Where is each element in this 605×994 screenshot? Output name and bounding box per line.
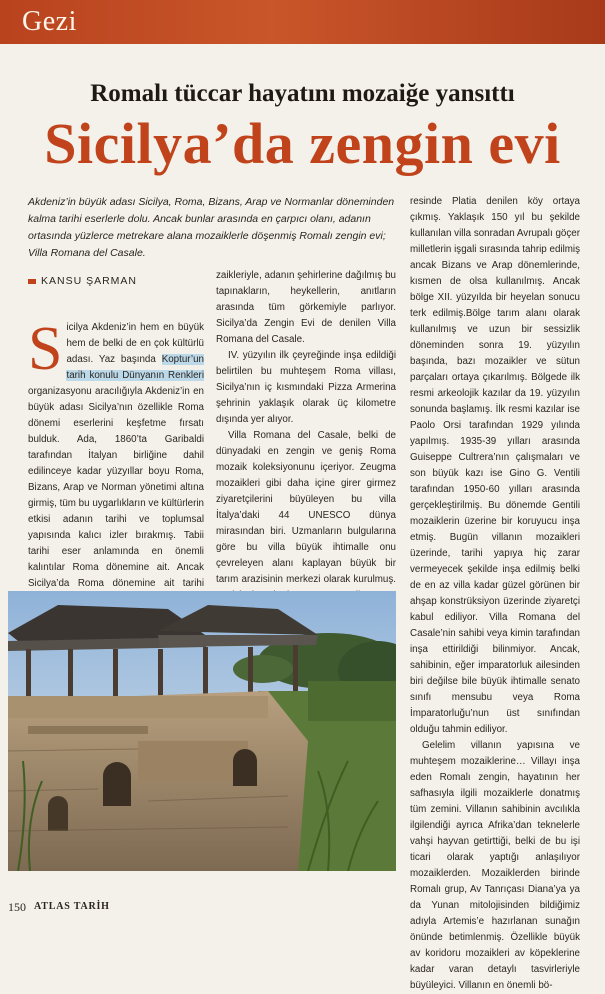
col3-paragraph-2: Gelelim villanın yapısına ve muhteşem mozaiklerine… Villayı inşa eden Romalı zengin, hayatının her safhasıyla ilgili mozaiklerle donatmış tüm zemini. Villanın sahibinin avcılıkla ilgilendiği ayrıca Afrika’dan teknelerle vahşi hayvan getirttiği, belki de bu işi ticari olarak yaptığı anlaşılıyor mozaiklerden. Mozaiklerden birinde Romalı grup, Av Tanrıçası Diana’ya ya da Yunan mitolojisinden bildiğimiz adıyla Artemis’e hazırlanan sunağın önünde betimlenmiş. Özellikle büyük av koridoru mozaikleri av köpeklerine kadar varan detaylı tasvirleriyle büyüleyici. Villanın en önemli bö- <box>410 740 580 991</box>
col1-text-b: organizasyonu aracılığıyla Akdeniz’in en büyük adası Sicilya’nın özellikle Roma dönemi eserlerini keşfetme fırsatı bulduk. Ada, 1860’ta Garibaldi tarafından İtalyan birliğine dahil edilinceye kadar yüzyıllar boyu Roma, Bizans, Arap ve Norman yönetimi altına girmiş, tüm bu uygarlıkların ve kültürlerin etkisi adanın tarihi ve toplumsal yapısında kalıcı izler bırakmış. Tabii tarihi eser anlamında en önemli kalıntılar Roma dönemine ait. Ancak Sicilya’da Roma dönemine ait tarihi <box>28 386 204 589</box>
col2-paragraph-2: IV. yüzyılın ilk çeyreğinde inşa edildiği belirtilen bu muhteşem Roma villası, Sicilya’nın iç kısmındaki Pizza Armerina şehrinin yaklaşık olarak üç kilometre dışında yer alıyor. <box>216 350 396 425</box>
page-number: 150 <box>8 900 26 914</box>
body-column-2 <box>216 268 396 620</box>
article-lede: Akdeniz’in büyük adası Sicilya, Roma, Bizans, Arap ve Normanlar döneminden kalma tarihi eserlerle dolu. Ancak bunlar arasında en çarpıcı olanı, adanın ortasında yüzlerce metrekare alana mozaiklerle döşenmiş Romalı zengin evi; Villa Romana del Casale. <box>28 196 395 259</box>
villa-ruins-photo <box>8 591 396 871</box>
author-byline <box>28 275 137 287</box>
body-column-3 <box>410 194 580 994</box>
author-name: KANSU ŞARMAN <box>41 275 138 287</box>
magazine-name: ATLAS TARİH <box>34 901 110 912</box>
author-bullet-icon <box>28 279 36 284</box>
body-column-1 <box>28 315 204 608</box>
col2-paragraph-3: Villa Romana del Casale, belki de dünyadaki en zengin ve geniş Roma mozaik koleksiyonunu içeriyor. Zeugma mozaikleri gibi daha içine girer girmez ziyaretçilerini büyüleyen bu villa İtalya’daki 44 UNESCO dünya mirasından biri. Uzmanların bulgularına göre bu villa büyük ihtimalle onu çevreleyen alanı kaplayan büyük bir tarım arazisinin merkezi olarak kurulmuş. <box>216 430 396 585</box>
article-subtitle: Romalı tüccar hayatını mozaiğe yansıttı <box>90 80 515 107</box>
section-label: Gezi <box>22 6 77 37</box>
col1-paragraph <box>28 315 204 608</box>
highlighted-text: Koptur’un tarih konulu Dünyanın Renkleri <box>66 354 204 381</box>
article-headline: Sicilya’da zengin evi <box>44 111 561 176</box>
section-header-bar <box>0 0 605 44</box>
col3-paragraph-1: resinde Platia denilen köy ortaya çıkmış. Yaklaşık 150 yıl bu şekilde kullanılan villa sonradan Avrupalı göçer milletlerin işgali sırasında tahrip edilmiş ancak Bizans ve Arap dönemlerinde, kısmen de olsa kullanılmış. Ancak bölge XII. yüzyılda bir heyelan sonucu terk edilmiş.Bölge tarım alanı olarak kullanılmış ve uzun bir sessizlik döneminden sonra 19. yüzyılın başında, bazı mozaikler ve sütun parçaları ortaya çıkarılmış. Bölgede ilk resmi arkeolojik kazılar da 19. yüzyılın sonunda başlamış. İlk resmi kazılar ise Paolo Orsi tarafından 1929 yılında yapılmış. 1935-39 yılları arasında Guiseppe Cultrera’nın çalışmaları ve son büyük kazı ise Gino G. Ventili tarafından 1950-60 yılları arasında gerçekleştirilmiş. Bu dönemde Gentili mozaiklerin üzerine bir koruyucu inşa etmiş. Bugün villanın mozaikleri üzerinde, tarihi yapıya hiç zarar vermeyecek şekilde inşa edilmiş belki de en az villa kadar güzel görünen bir ahşap konstrüksiyon üzerinde ziyaretçi kabul ediliyor. Villa Romana del Casale’nin sahibi veya kimin tarafından inşa ettirildiği bilinmiyor. Ancak, sahibinin, eğer imparatorluk ailesinden biri değilse bile büyük ihtimalle senato sınıfı mensubu veya Roma İmparatorluğu’nun üst sınıfından olduğu tahmin ediliyor. <box>410 196 580 735</box>
col1-text-a: icilya Akdeniz’in hem en büyük hem de belki de en çok kültürlü adası. Yaz başında <box>66 322 204 365</box>
col2-paragraph-1: zaikleriyle, adanın şehirlerine dağılmış bu tapınakların, heykellerin, anıtların arasında tüm görkemiyle parlıyor. Sicilya’da Zengin Evi de denilen Villa Romana del Casale. <box>216 270 396 345</box>
drop-cap: S <box>28 315 63 383</box>
